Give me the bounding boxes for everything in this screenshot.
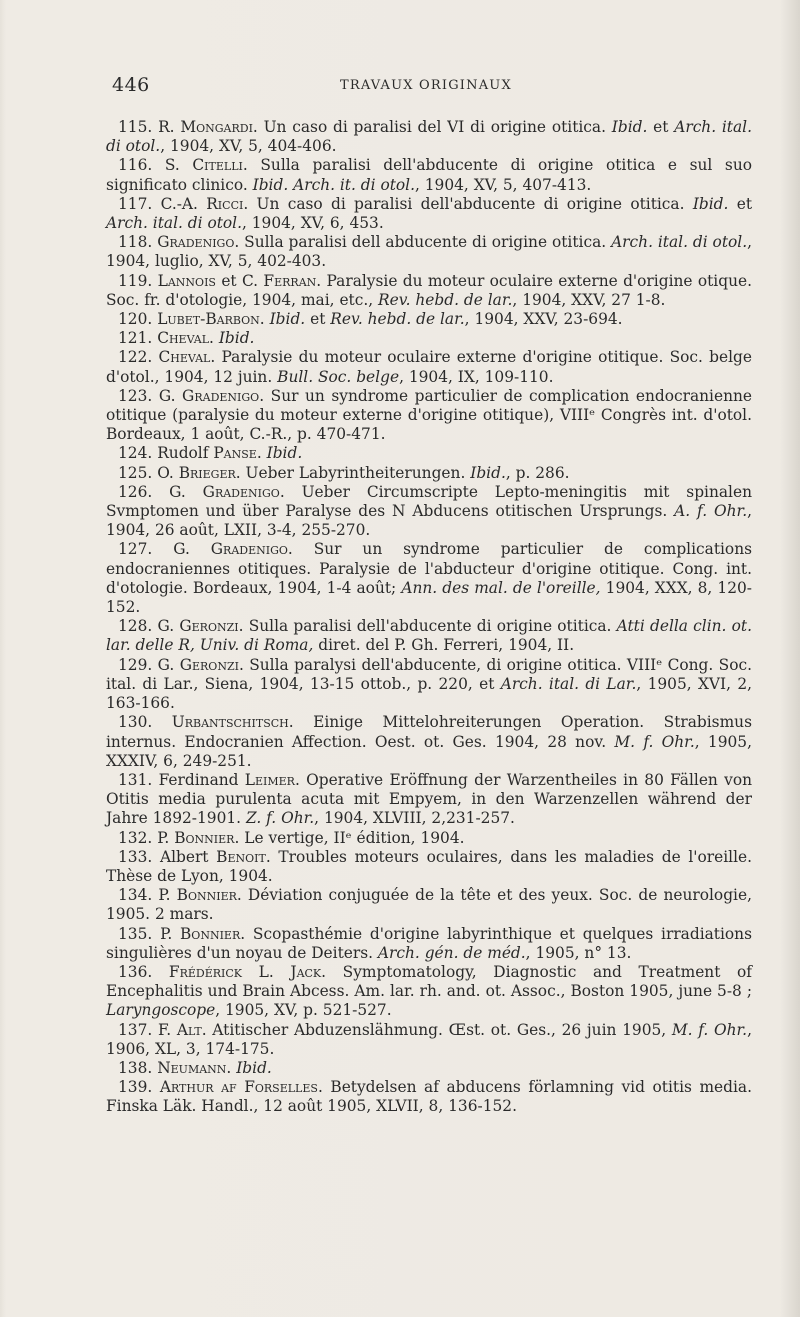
- reference-text: G.: [173, 540, 211, 559]
- reference-author: Ferran: [263, 271, 317, 290]
- reference-text: P.: [158, 886, 177, 905]
- reference-text: , 1904, XLVIII, 2,231-257.: [314, 809, 515, 828]
- running-head: TRAVAUX ORIGINAUX: [340, 78, 512, 93]
- reference-author: Leimer: [244, 770, 295, 789]
- reference-author: Gradenigo: [202, 482, 280, 501]
- reference-journal: Ibid.: [692, 194, 729, 213]
- reference-text: . Paralysie du moteur oculaire externe d'origine otitique. Soc. belge d'otol., 1904, 12 juin.: [106, 348, 752, 386]
- reference-text: . Sur un syndrome particulier de complication endocranienne otitique (paralysie du moteur externe d'origine otitique), VIIIᵉ Congrès int. d'otol. Bordeaux, 1 août, C.-R., p. 470-471.: [106, 386, 752, 444]
- reference-entry: 117. C.-A. Ricci. Un caso di paralisi dell'abducente di origine otitica. Ibid. et Arch. ital. di otol., 1904, XV, 6, 453.: [106, 194, 753, 233]
- reference-entry: 130. Urbantschitsch. Einige Mittelohreiterungen Operation. Strabismus internus. Endocranien Affection. Oest. ot. Ges. 1904, 28 nov. M. f. Ohr., 1905, XXXIV, 6, 249-251.: [106, 713, 752, 770]
- reference-author: Geronzi: [179, 655, 239, 674]
- reference-author: Lannois: [157, 271, 216, 290]
- reference-text: G.: [157, 655, 180, 674]
- reference-entry: 126. G. Gradenigo. Ueber Circumscripte Lepto-meningitis mit spinalen Svmptomen und über Paralyse des N Abducens otitischen Ursprungs. A. f. Ohr., 1904, 26 août, LXII, 3-4, 255-270.: [106, 482, 752, 540]
- reference-number: 126: [118, 482, 148, 501]
- reference-journal: Arch. ital. di Lar.: [500, 674, 637, 693]
- reference-number: 133: [118, 847, 148, 866]
- reference-number: 137: [118, 1020, 148, 1039]
- reference-author: Panse: [213, 444, 257, 463]
- reference-text: L.: [242, 962, 291, 981]
- reference-text: G.: [157, 617, 180, 636]
- reference-text: .: [256, 444, 267, 463]
- reference-text: C.-A.: [160, 194, 207, 213]
- reference-author: Bonnier: [176, 886, 237, 905]
- reference-author: Citelli: [192, 156, 243, 175]
- reference-text: G.: [158, 386, 183, 405]
- reference-number: 125: [118, 463, 148, 482]
- reference-text: , 1905, XVI, 2, 163-166.: [106, 674, 753, 713]
- reference-text: , 1904, luglio, XV, 5, 402-403.: [106, 233, 752, 271]
- reference-entry: 137. F. Alt. Atitischer Abduzenslähmung. Œst. ot. Ges., 26 juin 1905, M. f. Ohr., 1906, XL, 3, 174-175.: [106, 1020, 752, 1058]
- reference-number: 128: [118, 617, 148, 636]
- reference-text: , 1904, XXV, 23-694.: [464, 310, 623, 329]
- reference-text: et: [728, 194, 753, 213]
- reference-number: 119: [118, 271, 148, 290]
- reference-entry: 118. Gradenigo. Sulla paralisi dell abducente di origine otitica. Arch. ital. di otol., 1904, luglio, XV, 5, 402-403.: [106, 233, 752, 271]
- reference-number: 134: [118, 886, 148, 905]
- reference-text: . Scopasthémie d'origine labyrinthique et quelques irradiations singulières d'un noyau de Deiters.: [106, 924, 752, 962]
- reference-text: et: [647, 118, 675, 136]
- reference-author: Frédérick: [168, 962, 243, 981]
- reference-journal: Laryngoscope: [106, 1001, 216, 1020]
- reference-journal: Bull. Soc. belge: [277, 367, 400, 386]
- page-number: 446: [112, 74, 150, 96]
- reference-text: O.: [157, 463, 179, 482]
- reference-entry: 127. G. Gradenigo. Sur un syndrome particulier de complications endocraniennes otitiques. Paralysie de l'abducteur d'origine otitique. Cong. int. d'otologie. Bordeaux, 1904, 1-4 août; Ann. des mal. de l'oreille, 1904, XXX, 8, 120-152.: [106, 540, 753, 617]
- reference-number: 121: [118, 329, 148, 348]
- reference-text: . Sulla paralysi dell'abducente, di origine otitica. VIIIᵉ Cong. Soc. ital. di Lar., Siena, 1904, 13-15 ottob., p. 220, et: [106, 655, 753, 693]
- reference-text: . Le vertige, IIᵉ édition, 1904.: [234, 828, 465, 847]
- reference-number: 139: [118, 1078, 148, 1097]
- reference-author: Arthur af Forselles: [159, 1078, 318, 1097]
- reference-journal: Z. f. Ohr.: [245, 809, 315, 828]
- reference-text: . Un caso di paralisi dell'abducente di origine otitica.: [243, 194, 693, 213]
- reference-text: , 1906, XL, 3, 174-175.: [106, 1020, 752, 1058]
- reference-text: , 1904, XV, 6, 453.: [241, 214, 384, 233]
- reference-entry: 129. G. Geronzi. Sulla paralysi dell'abducente, di origine otitica. VIIIᵉ Cong. Soc. ital. di Lar., Siena, 1904, 13-15 ottob., p. 220, et Arch. ital. di Lar., 1905, XVI, 2, 163-166.: [106, 655, 753, 713]
- reference-entry: 132. P. Bonnier. Le vertige, IIᵉ édition, 1904.: [118, 828, 465, 847]
- reference-journal: Ibid.: [266, 444, 303, 463]
- reference-text: . Sur un syndrome particulier de complications endocraniennes otitiques. Paralysie de l'abducteur d'origine otitique. Cong. int. d'otologie. Bordeaux, 1904, 1-4 août;: [106, 540, 753, 597]
- reference-author: Ricci: [206, 194, 244, 213]
- reference-journal: Ibid.: [218, 329, 255, 348]
- reference-author: Gradenigo: [182, 386, 260, 405]
- reference-text: , 1904, XXV, 27 1-8.: [512, 290, 666, 309]
- reference-text: Albert: [159, 847, 217, 866]
- reference-author: Gradenigo: [210, 540, 288, 559]
- reference-text: F.: [157, 1020, 177, 1039]
- reference-text: Ferdinand: [158, 770, 245, 789]
- reference-number: 135: [118, 924, 148, 943]
- reference-entry: 135. P. Bonnier. Scopasthémie d'origine labyrinthique et quelques irradiations singulières d'un noyau de Deiters. Arch. gén. de méd., 1905, n° 13.: [106, 924, 752, 962]
- reference-author: Brieger: [178, 463, 236, 482]
- reference-entry: 133. Albert Benoit. Troubles moteurs oculaires, dans les maladies de l'oreille. Thèse de Lyon, 1904.: [106, 847, 752, 885]
- reference-author: Cheval: [158, 348, 211, 367]
- reference-text: , p. 286.: [505, 463, 570, 482]
- reference-journal: Ibid.: [470, 463, 506, 482]
- reference-text: P.: [157, 828, 175, 847]
- reference-text: et: [305, 310, 331, 329]
- reference-journal: M. f. Ohr.: [614, 732, 695, 751]
- reference-entry: 136. Frédérick L. Jack. Symptomatology, Diagnostic and Treatment of Encephalitis und Brain Abcess. Am. lar. rh. and. ot. Assoc., Boston 1905, june 5-8 ; Laryngoscope, 1905, XV, p. 521-527.: [106, 962, 752, 1020]
- reference-number: 132: [118, 828, 148, 847]
- reference-text: . Operative Eröffnung der Warzentheiles in 80 Fällen von Otitis media purulenta acuta mit Empyem, in den Warzenzellen während der Jahre 1892-1901.: [106, 770, 752, 828]
- reference-journal: Ibid. Arch. it. di otol.: [252, 175, 415, 194]
- reference-text: G.: [169, 482, 203, 501]
- reference-number: 127: [118, 540, 148, 559]
- reference-journal: Ann. des mal. de l'oreille,: [401, 578, 601, 597]
- reference-text: . Ueber Circumscripte Lepto-meningitis mit spinalen Svmptomen und über Paralyse des N Abducens otitischen Ursprungs.: [106, 482, 752, 521]
- reference-entry: 120. Lubet-Barbon. Ibid. et Rev. hebd. de lar., 1904, XXV, 23-694.: [118, 310, 623, 329]
- reference-author: Neumann: [157, 1058, 227, 1077]
- reference-journal: Arch. ital. di otol.: [611, 233, 748, 252]
- reference-entry: 115. R. Mongardi. Un caso di paralisi del VI di origine otitica. Ibid. et Arch. ital. di otol., 1904, XV, 5, 404-406.: [106, 118, 752, 156]
- reference-text: P.: [160, 924, 180, 943]
- reference-number: 131: [118, 770, 148, 789]
- reference-list: [106, 118, 752, 1117]
- reference-text: .: [209, 329, 219, 348]
- reference-author: Geronzi: [179, 617, 239, 636]
- reference-entry: 139. Arthur af Forselles. Betydelsen af abducens förlamning vid otitis media. Finska Läk. Handl., 12 août 1905, XLVII, 8, 136-152.: [106, 1078, 752, 1116]
- reference-text: et C.: [215, 271, 264, 290]
- reference-entry: 124. Rudolf Panse. Ibid.: [118, 444, 303, 463]
- reference-text: . Sulla paralisi dell'abducente di origine otitica e sul suo significato clinico.: [106, 156, 752, 194]
- reference-author: Jack: [290, 962, 322, 981]
- reference-text: . Paralysie du moteur oculaire externe d'origine otique. Soc. fr. d'otologie, 1904, mai, etc.,: [106, 271, 752, 309]
- reference-number: 124: [118, 444, 148, 463]
- reference-journal: Rev. hebd. de lar.: [330, 310, 465, 329]
- reference-number: 120: [118, 310, 148, 329]
- reference-text: , 1904, 26 août, LXII, 3-4, 255-270.: [106, 502, 752, 540]
- reference-author: Cheval: [157, 329, 210, 348]
- reference-text: , 1904, XV, 5, 404-406.: [160, 137, 337, 156]
- reference-author: Lubet-Barbon: [157, 310, 260, 329]
- reference-author: Bonnier: [180, 924, 241, 943]
- reference-entry: 119. Lannois et C. Ferran. Paralysie du moteur oculaire externe d'origine otique. Soc. fr. d'otologie, 1904, mai, etc., Rev. hebd. de lar., 1904, XXV, 27 1-8.: [106, 271, 752, 309]
- reference-journal: Arch. ital. di otol.: [106, 214, 242, 233]
- reference-text: . Symptomatology, Diagnostic and Treatment of Encephalitis und Brain Abcess. Am. lar. rh. and. ot. Assoc., Boston 1905, june 5-8 ;: [106, 962, 752, 1001]
- reference-entry: 128. G. Geronzi. Sulla paralisi dell'abducente di origine otitica. Atti della clin. ot. lar. delle R, Univ. di Roma, diret. del P. Gh. Ferreri, 1904, II.: [106, 617, 752, 655]
- reference-number: 116: [118, 156, 148, 175]
- reference-entry: 131. Ferdinand Leimer. Operative Eröffnung der Warzentheiles in 80 Fällen von Otitis media purulenta acuta mit Empyem, in den Warzenzellen während der Jahre 1892-1901. Z. f. Ohr., 1904, XLVIII, 2,231-257.: [106, 770, 752, 828]
- reference-number: 122: [118, 348, 148, 367]
- reference-text: R.: [158, 118, 181, 136]
- reference-text: , 1904, XV, 5, 407-413.: [414, 175, 592, 194]
- reference-text: diret. del P. Gh. Ferreri, 1904, II.: [313, 636, 575, 655]
- reference-journal: Arch. gén. de méd.: [377, 943, 526, 962]
- reference-number: 115: [118, 118, 148, 136]
- reference-number: 130: [118, 713, 148, 732]
- reference-text: , 1904, IX, 109-110.: [399, 367, 554, 386]
- reference-journal: Rev. hebd. de lar.: [378, 290, 513, 309]
- reference-journal: Ibid.: [269, 310, 306, 329]
- reference-number: 123: [118, 386, 148, 405]
- reference-text: . Un caso di paralisi del VI di origine otitica.: [252, 118, 612, 136]
- reference-text: . Déviation conjuguée de la tête et des yeux. Soc. de neurologie, 1905. 2 mars.: [106, 886, 752, 924]
- reference-journal: Atti della clin. ot. lar. delle R, Univ. di Roma,: [106, 617, 752, 655]
- reference-author: Mongardi: [180, 118, 253, 136]
- reference-author: Gradenigo: [157, 233, 235, 252]
- reference-text: , 1905, XV, p. 521-527.: [215, 1001, 392, 1020]
- reference-journal: Ibid.: [236, 1058, 272, 1077]
- reference-text: , 1905, n° 13.: [525, 943, 632, 962]
- reference-number: 136: [118, 962, 148, 981]
- reference-number: 117: [118, 194, 148, 213]
- reference-entry: 125. O. Brieger. Ueber Labyrintheiterungen. Ibid., p. 286.: [118, 463, 570, 482]
- reference-text: . Sulla paralisi dell'abducente di origine otitica.: [238, 617, 617, 636]
- reference-text: . Sulla paralisi dell abducente di origine otitica.: [234, 233, 612, 252]
- reference-text: 1904, XXX, 8, 120-152.: [106, 578, 752, 617]
- reference-entry: 121. Cheval. Ibid.: [118, 329, 255, 348]
- reference-text: . Atitischer Abduzenslähmung. Œst. ot. Ges., 26 juin 1905,: [201, 1020, 672, 1039]
- reference-number: 129: [118, 655, 148, 674]
- reference-entry: 122. Cheval. Paralysie du moteur oculaire externe d'origine otitique. Soc. belge d'otol., 1904, 12 juin. Bull. Soc. belge, 1904, IX, 109-110.: [106, 348, 752, 386]
- reference-text: . Betydelsen af abducens förlamning vid otitis media. Finska Läk. Handl., 12 août 1905, XLVII, 8, 136-152.: [106, 1078, 752, 1116]
- reference-number: 118: [118, 233, 148, 252]
- reference-text: . Ueber Labyrintheiterungen.: [235, 463, 471, 482]
- reference-text: . Troubles moteurs oculaires, dans les maladies de l'oreille. Thèse de Lyon, 1904.: [106, 847, 752, 885]
- reference-author: Urbantschitsch: [171, 713, 289, 732]
- reference-number: 138: [118, 1058, 148, 1077]
- reference-journal: Arch. ital. di otol.: [106, 118, 752, 156]
- reference-text: . Einige Mittelohreiterungen Operation. Strabismus internus. Endocranien Affection. Oest. ot. Ges. 1904, 28 nov.: [106, 713, 752, 751]
- reference-author: Bonnier: [174, 828, 235, 847]
- reference-text: S.: [164, 156, 193, 175]
- reference-entry: 116. S. Citelli. Sulla paralisi dell'abducente di origine otitica e sul suo significato clinico. Ibid. Arch. it. di otol., 1904, XV, 5, 407-413.: [106, 156, 752, 194]
- reference-text: Rudolf: [157, 444, 214, 463]
- reference-entry: 138. Neumann. Ibid.: [118, 1058, 272, 1077]
- reference-author: Alt: [176, 1020, 202, 1039]
- reference-author: Benoit: [216, 847, 266, 866]
- reference-text: .: [259, 310, 270, 329]
- reference-journal: A. f. Ohr.: [674, 502, 748, 521]
- reference-text: , 1905, XXXIV, 6, 249-251.: [106, 732, 752, 770]
- reference-entry: 134. P. Bonnier. Déviation conjuguée de la tête et des yeux. Soc. de neurologie, 1905. 2 mars.: [106, 886, 752, 924]
- reference-journal: Ibid.: [611, 118, 648, 136]
- reference-entry: 123. G. Gradenigo. Sur un syndrome particulier de complication endocranienne otitique (paralysie du moteur externe d'origine otitique), VIIIᵉ Congrès int. d'otol. Bordeaux, 1 août, C.-R., p. 470-471.: [106, 386, 752, 444]
- reference-text: .: [226, 1058, 237, 1077]
- reference-journal: M. f. Ohr.: [671, 1020, 748, 1039]
